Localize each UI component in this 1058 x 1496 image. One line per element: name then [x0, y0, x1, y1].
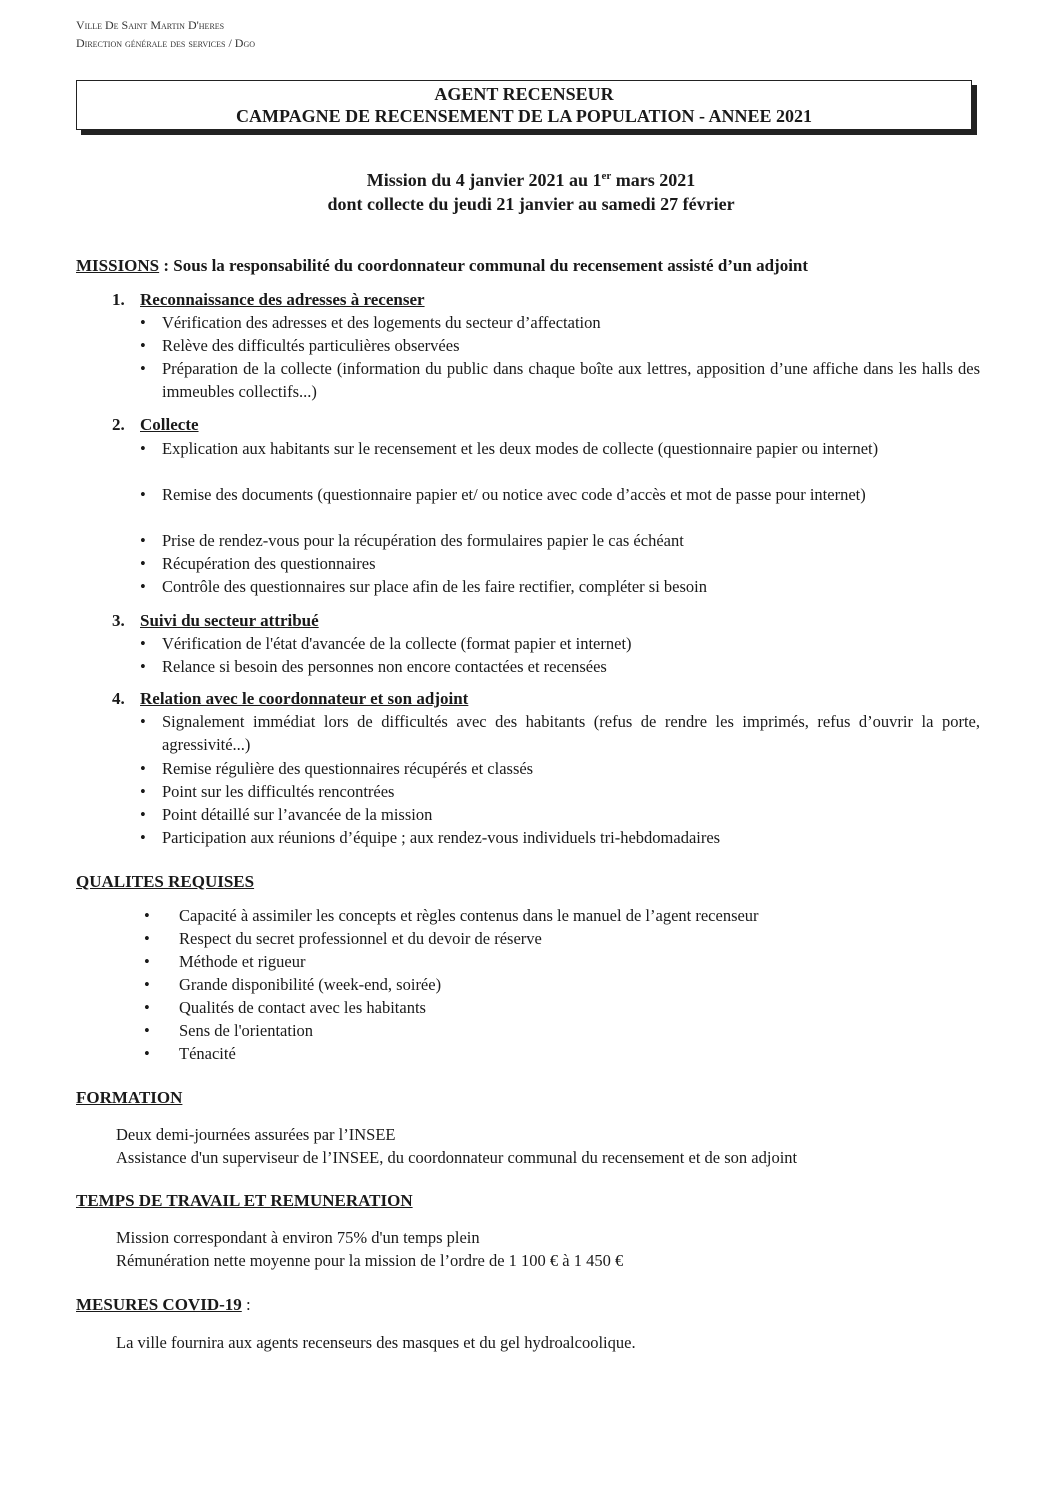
mission-line-1-end: mars 2021: [611, 170, 696, 190]
organization-header: [76, 16, 255, 52]
list-item-text: Méthode et rigueur: [179, 952, 306, 971]
list-item-text: Explication aux habitants sur le recensement et les deux modes de collecte (questionnaire papier ou internet): [162, 439, 879, 458]
mission-line-1-text: Mission du 4 janvier 2021 au 1: [366, 170, 602, 190]
list-item: [144, 1019, 984, 1042]
org-line-1: Ville De Saint Martin D'heres: [76, 18, 225, 32]
bullet-icon: •: [144, 1021, 150, 1040]
mission-line-2: dont collecte du jeudi 21 janvier au samedi 27 février: [327, 194, 735, 214]
missions-heading: [76, 255, 808, 277]
bullet-icon: •: [140, 359, 146, 378]
bullet-icon: •: [140, 554, 146, 573]
bullet-icon: •: [140, 634, 146, 653]
mission-item-2-num: 2.: [112, 415, 125, 434]
bullet-icon: •: [144, 975, 150, 994]
list-item: [144, 1042, 984, 1065]
bullet-icon: •: [140, 531, 146, 550]
mission-item-3-label: Suivi du secteur attribué: [140, 611, 319, 630]
list-item-text: Ténacité: [179, 1044, 236, 1063]
temps-line-2: Rémunération nette moyenne pour la mission de l’ordre de 1 100 € à 1 450 €: [116, 1251, 624, 1270]
bullet-icon: •: [140, 805, 146, 824]
bullet-icon: •: [140, 577, 146, 596]
mission-item-1-num: 1.: [112, 290, 125, 309]
list-item-text: Relève des difficultés particulières observées: [162, 336, 460, 355]
list-item: [140, 803, 980, 826]
list-item: [140, 655, 980, 678]
bullet-icon: •: [140, 782, 146, 801]
list-item-text: Respect du secret professionnel et du devoir de réserve: [179, 929, 542, 948]
temps-heading: [76, 1190, 413, 1212]
mission-item-3-num: 3.: [112, 611, 125, 630]
list-item-text: Point détaillé sur l’avancée de la mission: [162, 805, 433, 824]
list-item: [140, 632, 980, 655]
list-item-text: Qualités de contact avec les habitants: [179, 998, 426, 1017]
title-line-2: CAMPAGNE DE RECENSEMENT DE LA POPULATION - ANNEE 2021: [235, 106, 813, 126]
list-item-text: Récupération des questionnaires: [162, 554, 376, 573]
bullet-icon: •: [140, 336, 146, 355]
list-item: [140, 575, 980, 598]
list-item-text: Préparation de la collecte (information du public dans chaque boîte aux lettres, apposition d’une affiche dans les halls des immeubles collectifs...): [162, 359, 980, 401]
formation-line-1: Deux demi-journées assurées par l’INSEE: [116, 1125, 396, 1144]
list-item-text: Vérification des adresses et des logements du secteur d’affectation: [162, 313, 601, 332]
bullet-icon: •: [140, 712, 146, 731]
list-item-text: Remise régulière des questionnaires récupérés et classés: [162, 759, 534, 778]
mission-item-1-label: Reconnaissance des adresses à recenser: [140, 290, 425, 309]
list-item-text: Vérification de l'état d'avancée de la collecte (format papier et internet): [162, 634, 632, 653]
bullet-icon: •: [140, 439, 146, 458]
bullet-icon: •: [140, 657, 146, 676]
mission-dates: [76, 168, 986, 216]
list-item-text: Signalement immédiat lors de difficultés avec des habitants (refus de rendre les imprimés, refus d’ouvrir la porte, agressivité...): [162, 712, 980, 754]
mission-item-4-num: 4.: [112, 689, 125, 708]
list-item: [144, 973, 984, 996]
bullet-icon: •: [144, 906, 150, 925]
bullet-icon: •: [144, 952, 150, 971]
list-item: [140, 483, 980, 506]
list-item-text: Point sur les difficultés rencontrées: [162, 782, 395, 801]
mission-item-2-title: [112, 414, 199, 436]
mission-item-1-title: [112, 289, 425, 311]
list-item-text: Participation aux réunions d’équipe ; aux rendez-vous individuels tri-hebdomadaires: [162, 828, 721, 847]
list-item-text: Sens de l'orientation: [179, 1021, 314, 1040]
list-item-text: Capacité à assimiler les concepts et règles contenus dans le manuel de l’agent recenseur: [179, 906, 759, 925]
temps-line-1: Mission correspondant à environ 75% d'un temps plein: [116, 1228, 480, 1247]
mission-item-4-label: Relation avec le coordonnateur et son adjoint: [140, 689, 469, 708]
list-item-text: Remise des documents (questionnaire papier et/ ou notice avec code d’accès et mot de passe pour internet): [162, 485, 866, 504]
mission-line-1: [76, 168, 986, 192]
mission-item-4-title: [112, 688, 468, 710]
list-item: [140, 437, 980, 460]
list-item-text: Relance si besoin des personnes non encore contactées et recensées: [162, 657, 607, 676]
list-item: [144, 996, 984, 1019]
list-item: [140, 757, 980, 780]
temps-heading-label: TEMPS DE TRAVAIL ET REMUNERATION: [76, 1191, 413, 1210]
list-item: [140, 780, 980, 803]
list-item: [140, 552, 980, 575]
list-item: [144, 950, 984, 973]
qualites-heading-label: QUALITES REQUISES: [76, 872, 255, 891]
list-item: [144, 927, 984, 950]
formation-line-2: Assistance d'un superviseur de l’INSEE, du coordonnateur communal du recensement et de son adjoint: [116, 1148, 798, 1167]
mission-item-3-title: [112, 610, 319, 632]
list-item-text: Prise de rendez-vous pour la récupération des formulaires papier le cas échéant: [162, 531, 684, 550]
list-item-text: Grande disponibilité (week-end, soirée): [179, 975, 442, 994]
title-box: [76, 80, 972, 130]
list-item: [140, 357, 980, 403]
covid-heading-suffix: :: [241, 1295, 251, 1314]
missions-heading-label: MISSIONS: [76, 256, 160, 275]
covid-heading-label: MESURES COVID-19: [76, 1295, 242, 1314]
list-item: [140, 529, 980, 552]
list-item: [140, 334, 980, 357]
bullet-icon: •: [140, 828, 146, 847]
title-line-1: AGENT RECENSEUR: [434, 84, 614, 104]
formation-heading-label: FORMATION: [76, 1088, 183, 1107]
covid-heading: [76, 1294, 251, 1316]
bullet-icon: •: [144, 929, 150, 948]
mission-line-1-sup: er: [601, 170, 612, 182]
missions-intro: : Sous la responsabilité du coordonnateur communal du recensement assisté d’un adjoint: [159, 256, 809, 275]
bullet-icon: •: [140, 759, 146, 778]
org-line-2: Direction générale des services / Dgo: [76, 36, 256, 50]
list-item: [140, 710, 980, 756]
formation-heading: [76, 1087, 182, 1109]
bullet-icon: •: [140, 313, 146, 332]
list-item: [144, 904, 984, 927]
covid-line-1: La ville fournira aux agents recenseurs des masques et du gel hydroalcoolique.: [116, 1333, 636, 1352]
list-item: [140, 311, 980, 334]
list-item: [140, 826, 980, 849]
bullet-icon: •: [144, 1044, 150, 1063]
qualites-heading: [76, 871, 254, 893]
mission-item-2-label: Collecte: [140, 415, 199, 434]
bullet-icon: •: [140, 485, 146, 504]
bullet-icon: •: [144, 998, 150, 1017]
list-item-text: Contrôle des questionnaires sur place afin de les faire rectifier, compléter si besoin: [162, 577, 708, 596]
